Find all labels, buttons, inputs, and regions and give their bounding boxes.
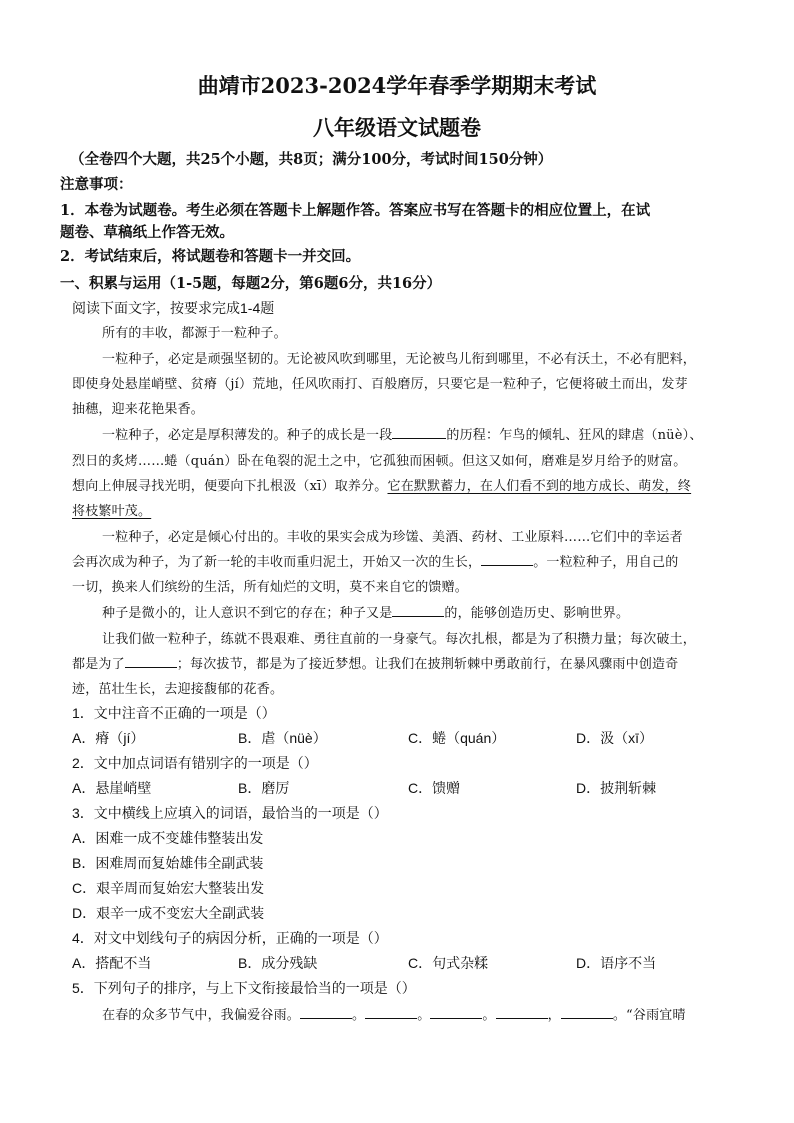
fill-blank-2 <box>481 552 533 566</box>
question-3-stem: 3．文中横线上应填入的词语，最恰当的一项是（） <box>72 805 388 821</box>
question-4-option-c: C．句式杂糅 <box>408 955 489 971</box>
passage-p5 <box>102 602 629 621</box>
q5-blank-5 <box>561 1005 613 1019</box>
question-5-end: “谷雨宜晴 <box>626 1008 686 1023</box>
question-5-text: 在春的众多节气中，我偏爱谷雨。 。 。 。 ， 。“谷雨宜晴 <box>102 1004 686 1023</box>
passage-p4-line-1: 一粒种子，必定是倾心付出的。丰收的果实会成为珍馐、美酒、药材、工业原料……它们中的幸运者 <box>102 530 683 545</box>
question-2-option-a: A．悬崖峭壁 <box>72 780 152 796</box>
passage-p4-line-3: 一切，换来人们缤纷的生活，所有灿烂的文明，莫不来自它的馈赠。 <box>72 580 469 595</box>
q5-blank-2 <box>365 1005 417 1019</box>
passage-p3-line-1 <box>102 424 703 443</box>
passage-p2-line-1: 一粒种子，必定是顽强坚韧的。无论被风吹到哪里，无论被鸟儿衔到哪里，不必有沃土，不必有肥料， <box>102 352 697 367</box>
passage-p6-line-1: 让我们做一粒种子，练就不畏艰难、勇往直前的一身豪气。每次扎根，都是为了积攒力量；每次破土， <box>102 632 697 647</box>
fill-blank-4 <box>125 654 177 668</box>
q5-blank-3 <box>430 1005 482 1019</box>
question-4-option-d: D．语序不当 <box>576 955 657 971</box>
question-5-lead: 在春的众多节气中，我偏爱谷雨。 <box>102 1008 301 1023</box>
passage-p3-line-4 <box>72 500 151 519</box>
question-1-stem: 1．文中注音不正确的一项是（） <box>72 705 276 721</box>
passage-p6-line-2 <box>72 653 678 672</box>
question-3-option-d: D．艰辛一成不变宏大全副武装 <box>72 905 265 921</box>
passage-p4-line-2-b: 。一粒粒种子，用自己的 <box>533 555 679 570</box>
passage-p4-line-2 <box>72 551 678 570</box>
passage-p6-line-2-b: ；每次拔节，都是为了接近梦想。让我们在披荆斩棘中勇敢前行，在暴风骤雨中创造奇 <box>176 657 679 672</box>
notes-title: 注意事项： <box>60 176 133 193</box>
passage-p3-line-1-b: 的历程：乍鸟的倾轧、狂风的肆虐（nüè）、 <box>446 428 703 443</box>
exam-subtitle: 八年级语文试题卷 <box>313 115 481 140</box>
question-3-option-a: A．困难一成不变雄伟整装出发 <box>72 830 264 846</box>
question-2-option-c: C．馈赠 <box>408 780 461 796</box>
note-1-line-2: 题卷、草稿纸上作答无效。 <box>60 224 234 241</box>
passage-p4-line-2-a: 会再次成为种子，为了新一轮的丰收而重归泥土，开始又一次的生长， <box>72 555 482 570</box>
question-2-stem: 2．文中加点词语有错别字的一项是（） <box>72 755 318 771</box>
question-1-option-a: A．瘠（jí） <box>72 730 145 746</box>
question-2-option-d: D．披荆斩棘 <box>576 780 657 796</box>
underlined-sentence-part-2: 将枝繁叶茂。 <box>72 504 152 519</box>
question-3-option-b: B．困难周而复始雄伟全副武装 <box>72 855 264 871</box>
exam-info: （全卷四个大题，共25个小题，共8页；满分100分，考试时间150分钟） <box>70 151 553 168</box>
underlined-sentence-part-1: 它在默默蓄力，在人们看不到的地方成长、萌发，终 <box>387 479 692 494</box>
question-3-option-c: C．艰辛周而复始宏大整装出发 <box>72 880 265 896</box>
note-2: 2．考试结束后，将试题卷和答题卡一并交回。 <box>60 248 361 265</box>
fill-blank-3 <box>392 603 444 617</box>
passage-p2-line-3: 抽穗，迎来花艳果香。 <box>72 402 205 417</box>
passage-p3-line-3-a: 想向上伸展寻找光明，便要向下扎根汲（xī）取养分。 <box>72 479 388 494</box>
note-1-line-1: 1．本卷为试题卷。考生必须在答题卡上解题作答。答案应书写在答题卡的相应位置上，在试 <box>60 202 651 219</box>
passage-p5-b: 的，能够创造历史、影响世界。 <box>444 606 630 621</box>
question-2-option-b: B．磨厉 <box>238 780 290 796</box>
question-1-option-d: D．汲（xī） <box>576 730 653 746</box>
question-1-option-b: B．虐（nüè） <box>238 730 327 746</box>
section-1-instruction: 阅读下面文字，按要求完成1-4题 <box>72 300 275 316</box>
q5-blank-4 <box>496 1005 548 1019</box>
question-1-option-c: C．蜷（quán） <box>408 730 506 746</box>
section-1-title: 一、积累与运用（1-5题，每题2分，第6题6分，共16分） <box>60 275 442 292</box>
passage-p1: 所有的丰收，都源于一粒种子。 <box>102 326 287 341</box>
passage-p5-a: 种子是微小的，让人意识不到它的存在；种子又是 <box>102 606 393 621</box>
passage-p6-line-2-a: 都是为了 <box>72 657 125 672</box>
question-4-option-a: A．搭配不当 <box>72 955 152 971</box>
question-5-stem: 5．下列句子的排序，与上下文衔接最恰当的一项是（） <box>72 980 416 996</box>
passage-p2-line-2: 即使身处悬崖峭壁、贫瘠（jí）荒地，任风吹雨打、百般磨厉，只要它是一粒种子，它便将破土而出，发芽 <box>72 377 688 392</box>
fill-blank-1 <box>392 425 446 439</box>
question-4-option-b: B．成分残缺 <box>238 955 318 971</box>
question-4-stem: 4．对文中划线句子的病因分析，正确的一项是（） <box>72 930 388 946</box>
passage-p6-line-3: 迹，茁壮生长，去迎接馥郁的花香。 <box>72 682 284 697</box>
exam-title: 曲靖市2023-2024学年春季学期期末考试 <box>197 73 597 98</box>
q5-blank-1 <box>300 1005 352 1019</box>
passage-p3-line-3 <box>72 475 691 494</box>
passage-p3-line-2: 烈日的炙烤……蜷（quán）卧在龟裂的泥土之中，它孤独而困顿。但这又如何，磨难是岁月给予的财富。 <box>72 454 687 469</box>
passage-p3-line-1-a: 一粒种子，必定是厚积薄发的。种子的成长是一段 <box>102 428 393 443</box>
